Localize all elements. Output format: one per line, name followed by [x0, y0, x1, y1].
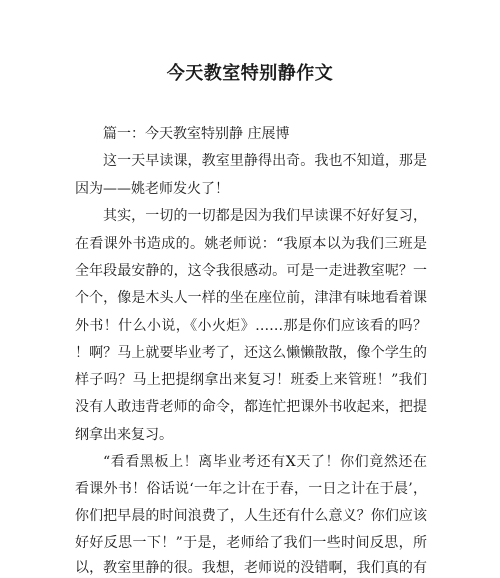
paragraph-line: 好好反思一下！”于是，老师给了我们一些时间反思，所	[75, 535, 427, 551]
section-heading: 篇一：今天教室特别静 庄展博	[103, 126, 290, 142]
paragraph-line: 全年段最安静的，这令我很感动。可是一走进教室呢？一	[75, 263, 427, 279]
paragraph-line: ！啊？马上就要毕业考了，还这么懒懒散散，像个学生的	[75, 345, 427, 361]
paragraph-line: 看课外书！俗话说‘一年之计在于春，一日之计在于晨’，	[75, 481, 427, 497]
paragraph-line: 这一天早读课，教室里静得出奇。我也不知道，那是	[103, 153, 427, 169]
paragraph-line: 其实，一切的一切都是因为我们早读课不好好复习，	[103, 208, 427, 224]
paragraph-line: 在看课外书造成的。姚老师说：“我原本以为我们三班是	[75, 236, 427, 252]
paragraph-line: 外书！什么小说，《小火炬》……那是你们应该看的吗？	[75, 318, 427, 334]
paragraph-line: 没有人敢违背老师的命令，都连忙把课外书收起来，把提	[75, 399, 427, 415]
paragraph-line: 你们把早晨的时间浪费了，人生还有什么意义？你们应该	[75, 508, 427, 524]
document-title: 今天教室特别静作文	[166, 63, 334, 84]
paragraph-line: 纲拿出来复习。	[75, 427, 173, 443]
paragraph-line: 以，教室里静的很。我想，老师说的没错啊，我们真的有	[75, 560, 427, 576]
paragraph-line: 个个，像是木头人一样的坐在座位前，津津有味地看着课	[75, 290, 427, 306]
paragraph-line: 因为——姚老师发火了！	[75, 181, 229, 197]
paragraph-line: “看看黑板上！离毕业考还有X天了！你们竟然还在	[103, 454, 427, 470]
paragraph-line: 样子吗？马上把提纲拿出来复习！班委上来管班！”我们	[75, 372, 427, 388]
